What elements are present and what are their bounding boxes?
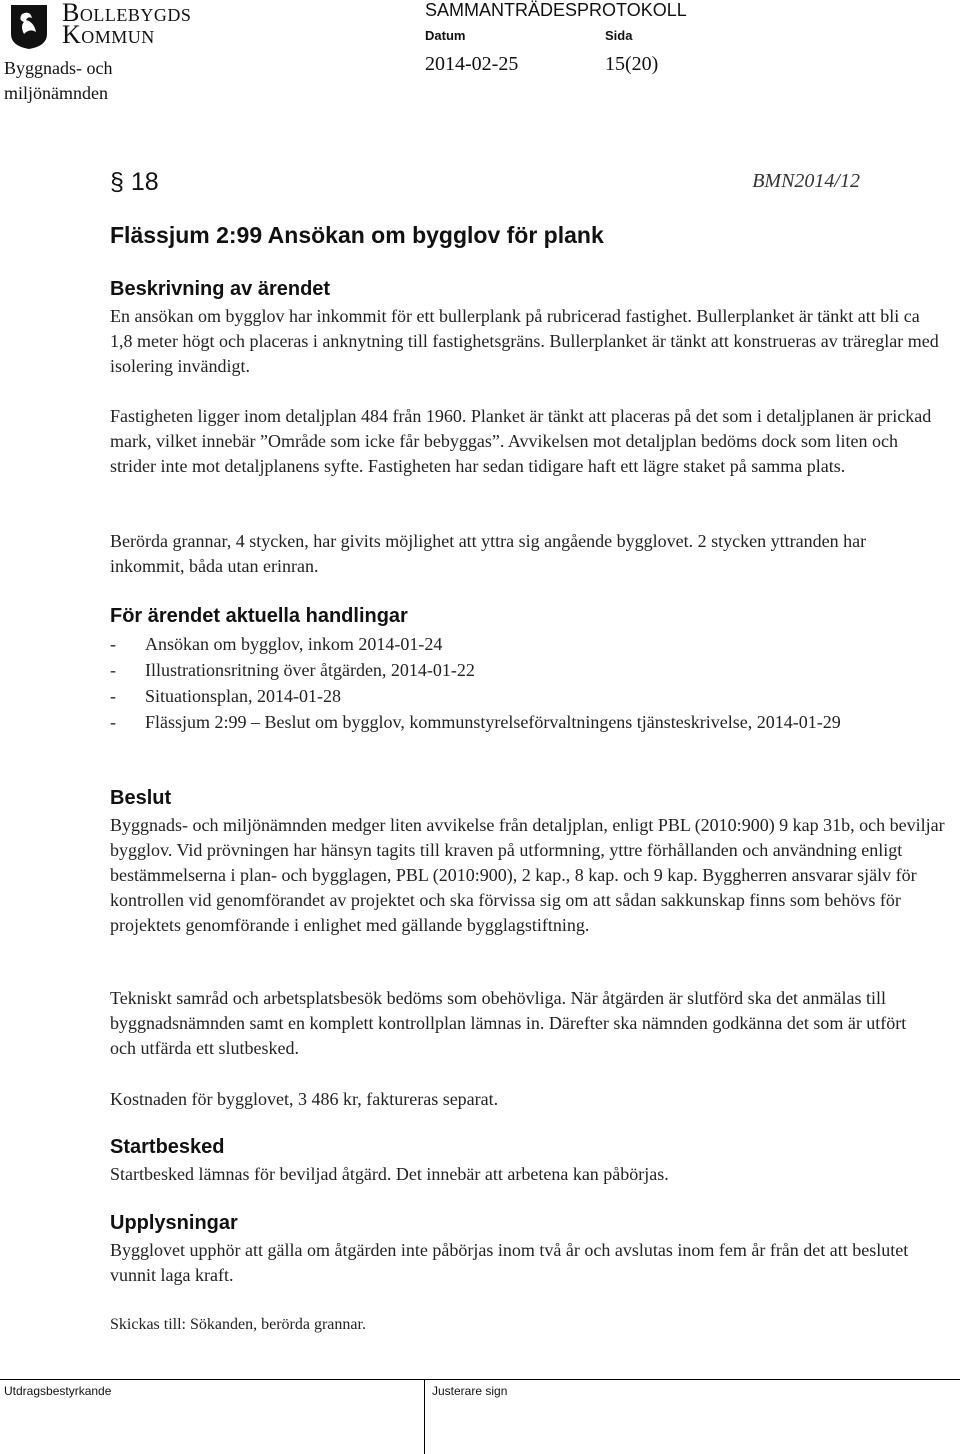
info-heading: Upplysningar: [110, 1212, 238, 1234]
municipality-crest-icon: [10, 4, 48, 50]
logo-line-1: Bollebygds: [62, 0, 192, 27]
page-label: Sida: [605, 28, 633, 43]
description-paragraph-3: Berörda grannar, 4 stycken, har givits möjlighet att yttra sig angående bygglovet. 2 stycken yttranden har inkommit, båda utan erinran.: [110, 531, 867, 576]
description-heading: Beskrivning av ärendet: [110, 278, 331, 300]
decision-paragraph-2: Tekniskt samråd och arbetsplatsbesök bedöms som obehövliga. När åtgärden är slutförd ska det anmälas till byggnadsnämnden samt en komplett kontrollplan lämnas in. Därefter ska nämnden godkänna det som är utfört och utfärda ett slutbesked.: [110, 988, 907, 1058]
document-item-text: Illustrationsritning över åtgärden, 2014-01-22: [145, 660, 475, 680]
decision-paragraph-3: Kostnaden för bygglovet, 3 486 kr, faktureras separat.: [110, 1089, 499, 1109]
sent-to: Skickas till: Sökanden, berörda grannar.: [110, 1316, 366, 1333]
case-number: BMN2014/12: [752, 170, 860, 192]
document-type: SAMMANTRÄDESPROTOKOLL: [425, 0, 687, 20]
description-paragraph-2: Fastigheten ligger inom detaljplan 484 från 1960. Planket är tänkt att placeras på det som i detaljplanen är prickad mark, vilket innebär ”Område som icke får bebyggas”. Avvikelsen mot detaljplan bedöms dock som liten och strider inte mot detaljplanens syfte. Fastigheten har sedan tidigare haft ett lägre staket på samma plats.: [110, 406, 932, 476]
start-text: Startbesked lämnas för beviljad åtgärd. Det innebär att arbetena kan påbörjas.: [110, 1164, 669, 1184]
decision-heading: Beslut: [110, 787, 172, 809]
meeting-date: 2014-02-25: [425, 53, 519, 75]
list-item: - Illustrationsritning över åtgärden, 2014-01-22: [110, 660, 475, 680]
document-item-text: Flässjum 2:99 – Beslut om bygglov, kommunstyrelseförvaltningens tjänsteskrivelse, 2014-01-29: [145, 712, 841, 732]
list-item: - Flässjum 2:99 – Beslut om bygglov, kommunstyrelseförvaltningens tjänsteskrivelse, 2014-01-29: [110, 712, 841, 732]
footer-certification-label: Utdragsbestyrkande: [4, 1384, 112, 1398]
department-name: Byggnads- och miljönämnden: [4, 58, 113, 103]
start-heading: Startbesked: [110, 1136, 225, 1158]
section-number: § 18: [110, 168, 159, 196]
footer-divider: [0, 1379, 960, 1380]
info-text: Bygglovet upphör att gälla om åtgärden inte påbörjas inom två år och avslutas inom fem år från det att beslutet vunnit laga kraft.: [110, 1240, 909, 1285]
documents-heading: För ärendet aktuella handlingar: [110, 605, 408, 627]
footer-vertical-divider: [424, 1379, 425, 1454]
footer-signature-label: Justerare sign: [432, 1384, 508, 1398]
documents-list: [110, 631, 950, 735]
description-paragraph-1: En ansökan om bygglov har inkommit för ett bullerplank på rubricerad fastighet. Bullerplanket är tänkt att bli ca 1,8 meter högt och placeras i anknytning till fastighetsgräns. Bullerplanket är tänkt att konstrueras av träreglar med isolering invändigt.: [110, 306, 939, 376]
date-label: Datum: [425, 28, 466, 43]
document-item-text: Ansökan om bygglov, inkom 2014-01-24: [145, 634, 443, 654]
list-item: - Situationsplan, 2014-01-28: [110, 686, 341, 706]
logo-line-2: Kommun: [62, 20, 155, 49]
list-item: - Ansökan om bygglov, inkom 2014-01-24: [110, 634, 443, 654]
section-title: Flässjum 2:99 Ansökan om bygglov för plank: [110, 222, 604, 248]
section-header: [110, 168, 860, 200]
page-number: 15(20): [605, 53, 659, 75]
document-item-text: Situationsplan, 2014-01-28: [145, 686, 341, 706]
municipality-logo-text: [62, 0, 192, 49]
decision-paragraph-1: Byggnads- och miljönämnden medger liten avvikelse från detaljplan, enligt PBL (2010:900) 9 kap 31b, och beviljar bygglov. Vid prövningen har hänsyn tagits till kraven på utformning, yttre förhållanden och användning enligt bestämmelserna i plan- och bygglagen, PBL (2010:900), 2 kap., 8 kap. och 9 kap. Byggherren ansvarar själv för kontrollen vid genomförandet av projektet och ska förvissa sig om att sådan sakkunskap finns som behövs för projektets genomförande i enlighet med gällande bygglagstiftning.: [110, 815, 945, 935]
